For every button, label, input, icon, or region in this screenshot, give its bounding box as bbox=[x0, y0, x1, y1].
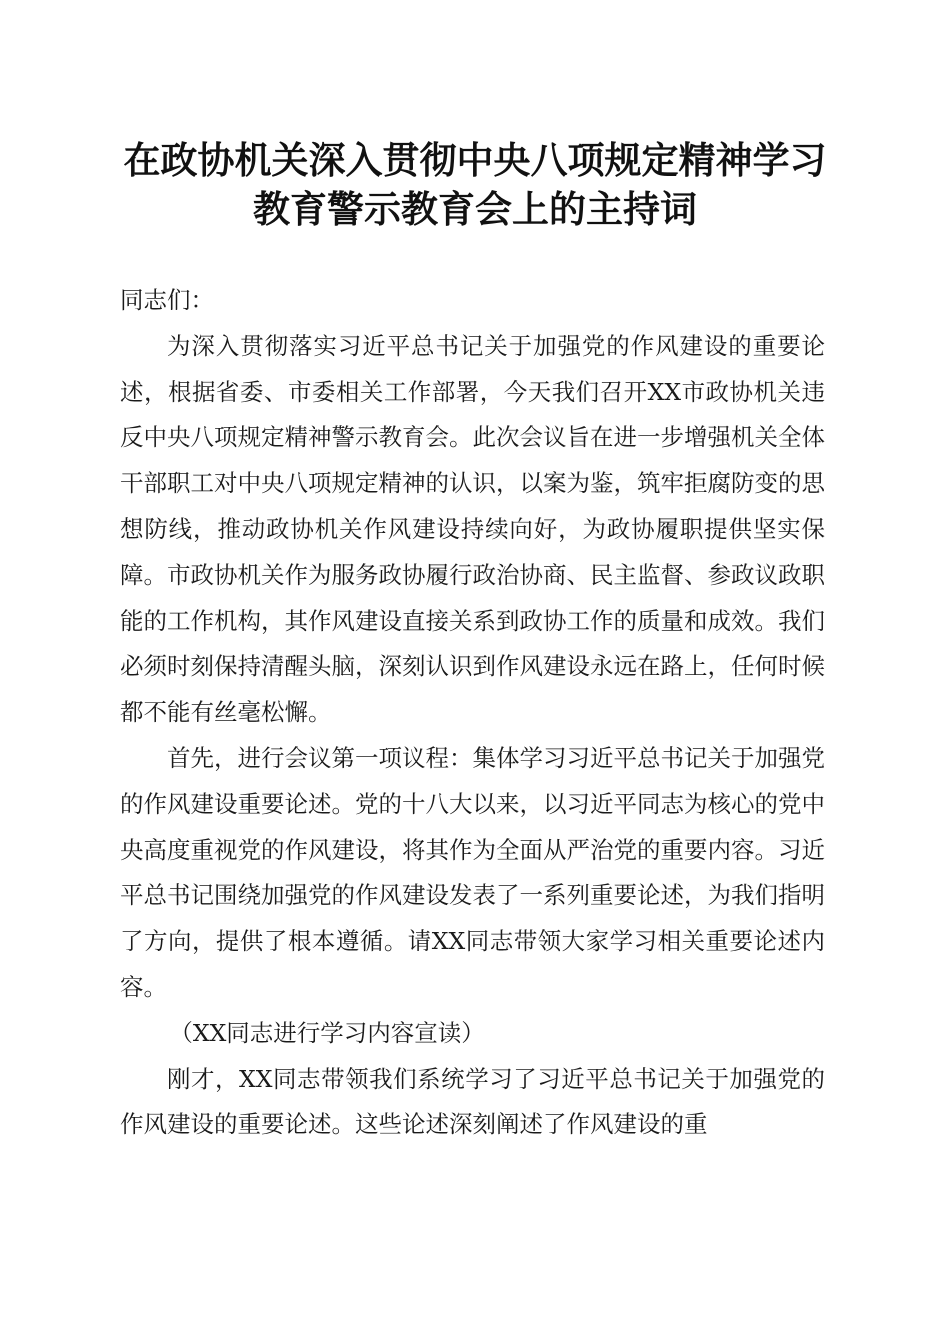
salutation: 同志们： bbox=[120, 286, 214, 314]
paragraph-agenda-one: 首先，进行会议第一项议程：集体学习习近平总书记关于加强党的作风建设重要论述。党的十八大以来，以习近平同志为核心的党中央高度重视党的作风建设，将其作为全面从严治党的重要内容。习近平总书记围绕加强党的作风建设发表了一系列重要论述，为我们指明了方向，提供了根本遵循。请XX同志带领大家学习相关重要论述内容。 bbox=[120, 743, 825, 1001]
document-body bbox=[120, 278, 825, 1148]
stage-direction: （XX同志进行学习内容宣读） bbox=[169, 1018, 485, 1047]
document-title: 在政协机关深入贯彻中央八项规定精神学习教育警示教育会上的主持词 bbox=[123, 138, 827, 231]
paragraph-closing: 刚才，XX同志带领我们系统学习了习近平总书记关于加强党的作风建设的重要论述。这些论述深刻阐述了作风建设的重 bbox=[120, 1064, 825, 1139]
paragraph-intro: 为深入贯彻落实习近平总书记关于加强党的作风建设的重要论述，根据省委、市委相关工作部署，今天我们召开XX市政协机关违反中央八项规定精神警示教育会。此次会议旨在进一步增强机关全体干部职工对中央八项规定精神的认识，以案为鉴，筑牢拒腐防变的思想防线，推动政协机关作风建设持续向好，为政协履职提供坚实保障。市政协机关作为服务政协履行政治协商、民主监督、参政议政职能的工作机构，其作风建设直接关系到政协工作的质量和成效。我们必须时刻保持清醒头脑，深刻认识到作风建设永远在路上，任何时候都不能有丝毫松懈。 bbox=[120, 331, 825, 727]
